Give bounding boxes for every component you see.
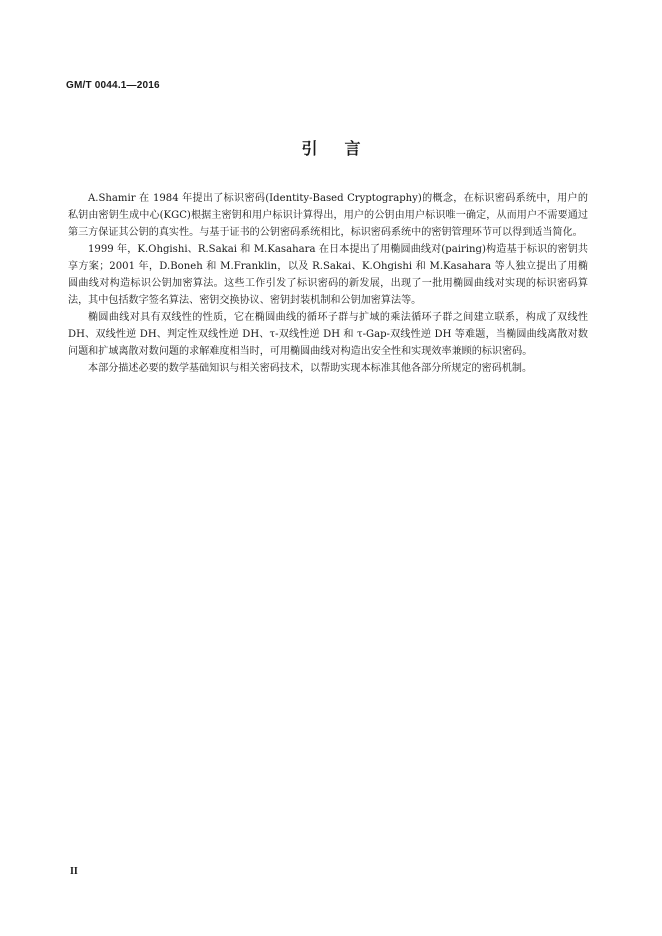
paragraph-1: A.Shamir 在 1984 年提出了标识密码(Identity-Based Cryptography)的概念，在标识密码系统中，用户的私钥由密钥生成中心(KGC)根据主密钥和用户标识计算得出，用户的公钥由用户标识唯一确定，从而用户不需要通过第三方保证其公钥的真实性。与基于证书的公钥密码系统相比，标识密码系统中的密钥管理环节可以得到适当简化。 bbox=[68, 193, 588, 238]
standard-code: GM/T 0044.1—2016 bbox=[66, 80, 160, 91]
introduction-body bbox=[68, 190, 588, 377]
paragraph-2: 1999 年，K.Ohgishi、R.Sakai 和 M.Kasahara 在日本提出了用椭圆曲线对(pairing)构造基于标识的密钥共享方案；2001 年，D.Boneh 和 M.Franklin，以及 R.Sakai、K.Ohgishi 和 M.Kasahara 等人独立提出了用椭圆曲线对构造标识公钥加密算法。这些工作引发了标识密码的新发展，出现了一批用椭圆曲线对实现的标识密码算法，其中包括数字签名算法、密钥交换协议、密钥封装机制和公钥加密算法等。 bbox=[68, 244, 588, 306]
paragraph-3: 椭圆曲线对具有双线性的性质，它在椭圆曲线的循环子群与扩域的乘法循环子群之间建立联系，构成了双线性 DH、双线性逆 DH、判定性双线性逆 DH、τ-双线性逆 DH 和 τ-Gap-双线性逆 DH 等难题，当椭圆曲线离散对数问题和扩域离散对数问题的求解难度相当时，可用椭圆曲线对构造出安全性和实现效率兼顾的标识密码。 bbox=[68, 312, 588, 357]
paragraph-4: 本部分描述必要的数学基础知识与相关密码技术，以帮助实现本标准其他各部分所规定的密码机制。 bbox=[88, 363, 533, 374]
page-number: II bbox=[70, 866, 78, 877]
page-title: 引言 bbox=[301, 139, 388, 158]
